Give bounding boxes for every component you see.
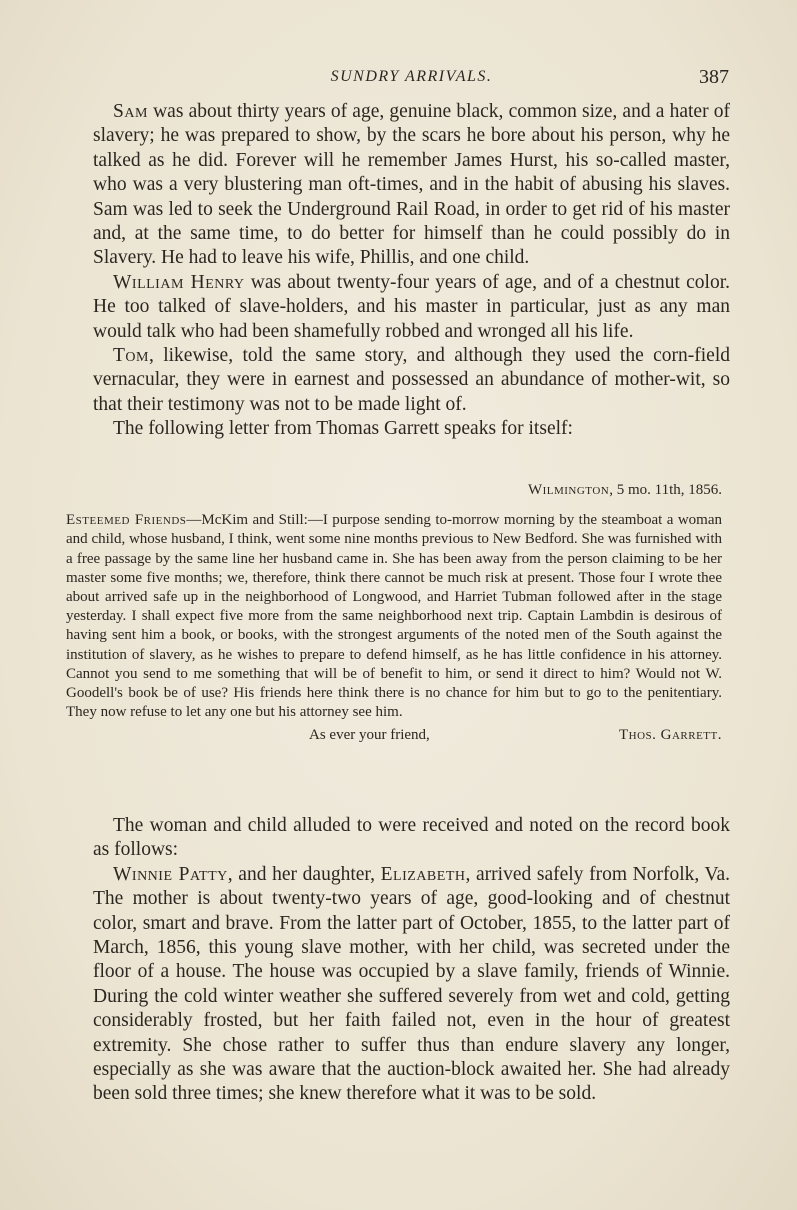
body-text-top bbox=[93, 100, 730, 442]
letter-closing bbox=[66, 726, 722, 748]
letter-body bbox=[66, 511, 722, 722]
paragraph-text: The following letter from Thomas Garrett speaks for itself: bbox=[113, 418, 573, 440]
paragraph-sam bbox=[93, 100, 730, 271]
paragraph-text: was about twenty-four years of age, and of a chestnut color. He too talked of slave-holders, and his master in particular, just as any man would talk who had been shamefully robbed and wronged all his life. bbox=[93, 271, 730, 342]
paragraph-lead: Winnie Patty bbox=[113, 863, 228, 885]
paragraph-text: The woman and child alluded to were received and noted on the record book as follows: bbox=[93, 815, 730, 861]
letter-dateline bbox=[66, 481, 722, 500]
paragraph-tom bbox=[93, 344, 730, 417]
letter-salutation: Esteemed Friends bbox=[66, 512, 187, 529]
paragraph-text: , and her daughter, bbox=[227, 863, 381, 885]
page-number: 387 bbox=[699, 66, 729, 88]
paragraph-lead: Sam bbox=[113, 101, 148, 122]
dateline-place: Wilmington bbox=[527, 482, 610, 498]
paragraph-letter-intro bbox=[93, 417, 730, 441]
paragraph-lead: William Henry bbox=[113, 271, 245, 293]
paragraph-lead: Tom bbox=[113, 345, 149, 367]
paragraph-lead-2: Elizabeth bbox=[380, 863, 466, 885]
paragraph-winnie-patty bbox=[93, 863, 730, 1107]
body-text-bottom bbox=[93, 814, 730, 1107]
letter-text: —McKim and Still:—I purpose sending to-morrow morning by the steamboat a woman and child, whose husband, I think, went some nine months previous to New Bedford. She was furnished with a free passage by the same line her husband came in. She has been away from the person claiming to be her master some five months; we, therefore, think there cannot be much risk at present. Those four I wrote thee about arrived safe up in the neighborhood of Longwood, and Harriet Tubman followed after in the stage yesterday. I shall expect five more from the same neighborhood next trip. Captain Lambdin is desirous of having sent him a book, or books, with the strongest arguments of the noted men of the South against the institution of slavery, as he wishes to prepare to defend himself, as he has little confidence in his attorney. Cannot you send to me something that will be of benefit to him, or send it direct to him? Would not W. Goodell's book be of use? His friends here think there is no chance for him but to go to the penitentiary. They now refuse to let any one but his attorney see him. bbox=[66, 512, 722, 721]
letter-signature: Thos. Garrett. bbox=[618, 727, 722, 744]
running-head bbox=[94, 66, 729, 92]
paragraph-text: , likewise, told the same story, and although they used the corn-field vernacular, they were in earnest and possessed an abundance of mother-wit, so that their testimony was not to be made light of. bbox=[93, 345, 730, 415]
paragraph-text: was about thirty years of age, genuine black, common size, and a hater of slavery; he was prepared to show, by the scars he bore about his person, why he talked as he did. Forever will he remember James Hurst, his so-called master, who was a very blustering man oft-times, and in the habit of abusing his slaves. Sam was led to seek the Underground Rail Road, in order to get rid of his master and, at the same time, to do better for himself than he could possibly do in Slavery. He had to leave his wife, Phillis, and one child. bbox=[93, 101, 730, 269]
paragraph-william-henry bbox=[93, 271, 730, 344]
garrett-letter bbox=[66, 481, 722, 748]
paragraph-record-intro bbox=[93, 814, 730, 863]
running-head-title: SUNDRY ARRIVALS. bbox=[330, 68, 493, 85]
paragraph-text: , arrived safely from Norfolk, Va. The mother is about twenty-two years of age, good-looking and of chestnut color, smart and brave. From the latter part of October, 1855, to the latter part of March, 1856, this young slave mother, with her child, was secreted under the floor of a house. The house was occupied by a slave family, friends of Winnie. During the cold winter weather she suffered severely from wet and cold, getting considerably frosted, but her faith failed not, even in the hour of greatest extremity. She chose rather to suffer thus than endure slavery any longer, especially as she was aware that the auction-block awaited her. She had already been sold three times; she knew therefore what it was to be sold. bbox=[93, 863, 731, 1105]
letter-valediction: As ever your friend, bbox=[309, 727, 430, 744]
dateline-date: , 5 mo. 11th, 1856. bbox=[609, 482, 722, 498]
